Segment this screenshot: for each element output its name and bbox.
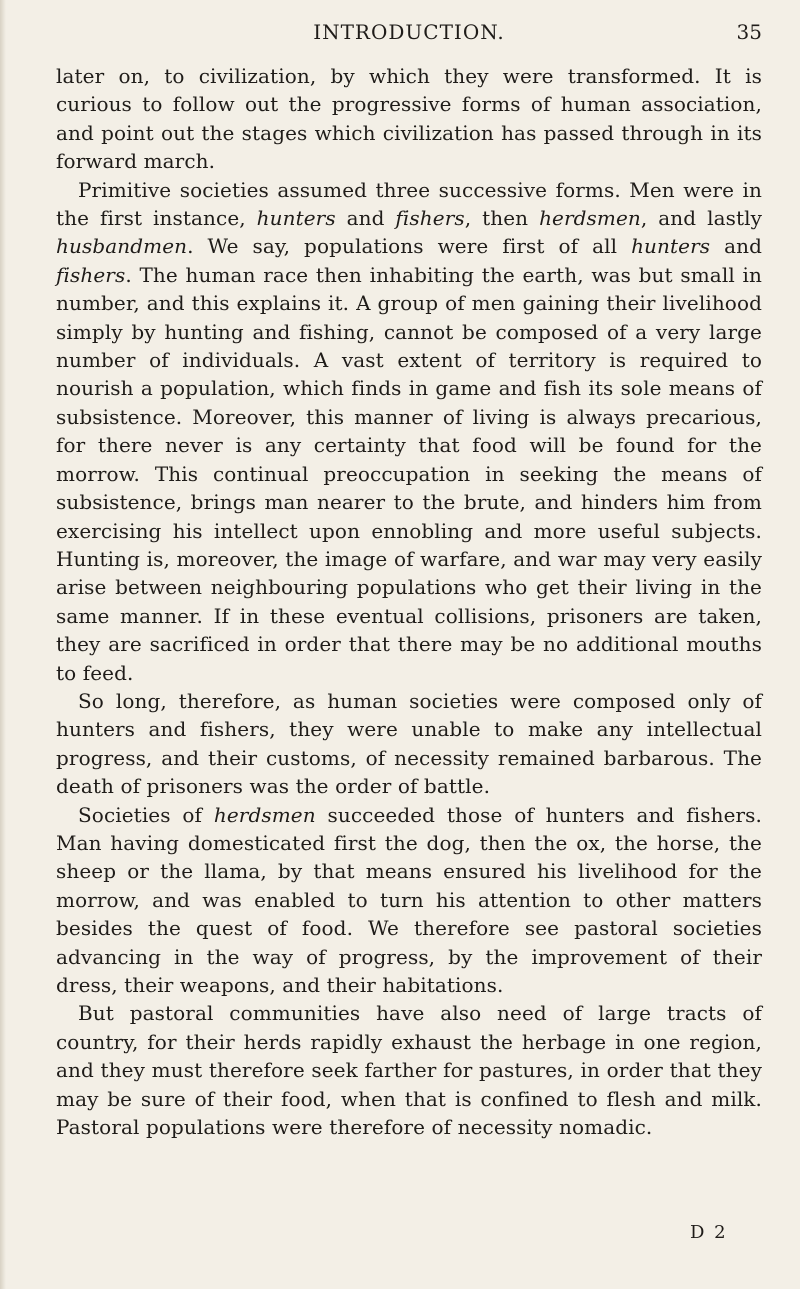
paragraph-4 [56, 801, 762, 1000]
italic-term: fishers [395, 206, 465, 231]
page-number: 35 [736, 20, 762, 44]
text-run: , and lastly [640, 206, 762, 231]
paragraph-1 [56, 62, 762, 176]
italic-term: fishers [56, 262, 126, 287]
paragraph-2 [56, 176, 762, 687]
text-run: . We say, populations were first of all [187, 234, 632, 259]
paragraph-3 [56, 687, 762, 801]
text-run: Societies of [78, 802, 214, 827]
text-run: later on, to civilization, by which they were transformed. It is curious to follow out the progressive forms of human association, and point out the stages which civilization has passed through in its forward march. [56, 64, 762, 174]
italic-term: hunters [256, 206, 336, 231]
paragraph-5 [56, 999, 762, 1141]
text-run: So long, therefore, as human societies were composed only of hunters and fishers, they were unable to make any intellectual progress, and their customs, of necessity remained barbarous. The death of prisoners was the order of battle. [56, 688, 762, 799]
body-text [56, 62, 762, 1141]
text-run: and [710, 234, 762, 259]
page-edge-shadow [0, 0, 6, 1289]
text-run: . The human race then inhabiting the earth, was but small in number, and this explains it. A group of men gaining their livelihood simply by hunting and fishing, cannot be composed of a very large number of individuals. A vast extent of territory is required to nourish a population, which finds in game and fish its sole means of subsistence. Moreover, this manner of living is always precarious, for there never is any certainty that food will be found for the morrow. This continual preoccupation in seeking the means of subsistence, brings man nearer to the brute, and hinders him from exercising his intellect upon ennobling and more useful subjects. Hunting is, moreover, the image of warfare, and war may very easily arise between neighbouring populations who get their living in the same manner. If in these eventual collisions, prisoners are taken, they are sacrificed in order that there may be no additional mouths to feed. [56, 262, 762, 685]
text-run: Primitive societies assumed three successive forms. Men were in the first instance, [56, 177, 762, 231]
text-run: succeeded those of hunters and fishers. Man having domesticated first the dog, then the ox, the horse, the sheep or the llama, by that means ensured his livelihood for the morrow, and was enabled to turn his attention to other matters besides the quest of food. We therefore see pastoral societies advancing in the way of progress, by the improvement of their dress, their weapons, and their habitations. [56, 802, 763, 997]
signature-mark: D 2 [690, 1222, 728, 1243]
italic-term: husbandmen [56, 234, 188, 259]
text-run: But pastoral communities have also need of large tracts of country, for their herds rapidly exhaust the herbage in one region, and they must therefore seek farther for pastures, in order that they may be sure of their food, when that is confined to flesh and milk. Pastoral populations were therefore of necessity nomadic. [56, 1001, 762, 1140]
italic-term: herdsmen [213, 802, 316, 827]
running-head: INTRODUCTION. [313, 20, 505, 44]
text-run: , then [464, 206, 540, 231]
italic-term: herdsmen [539, 206, 641, 231]
page-header [56, 16, 762, 52]
text-run: and [335, 206, 396, 231]
italic-term: hunters [631, 234, 711, 259]
